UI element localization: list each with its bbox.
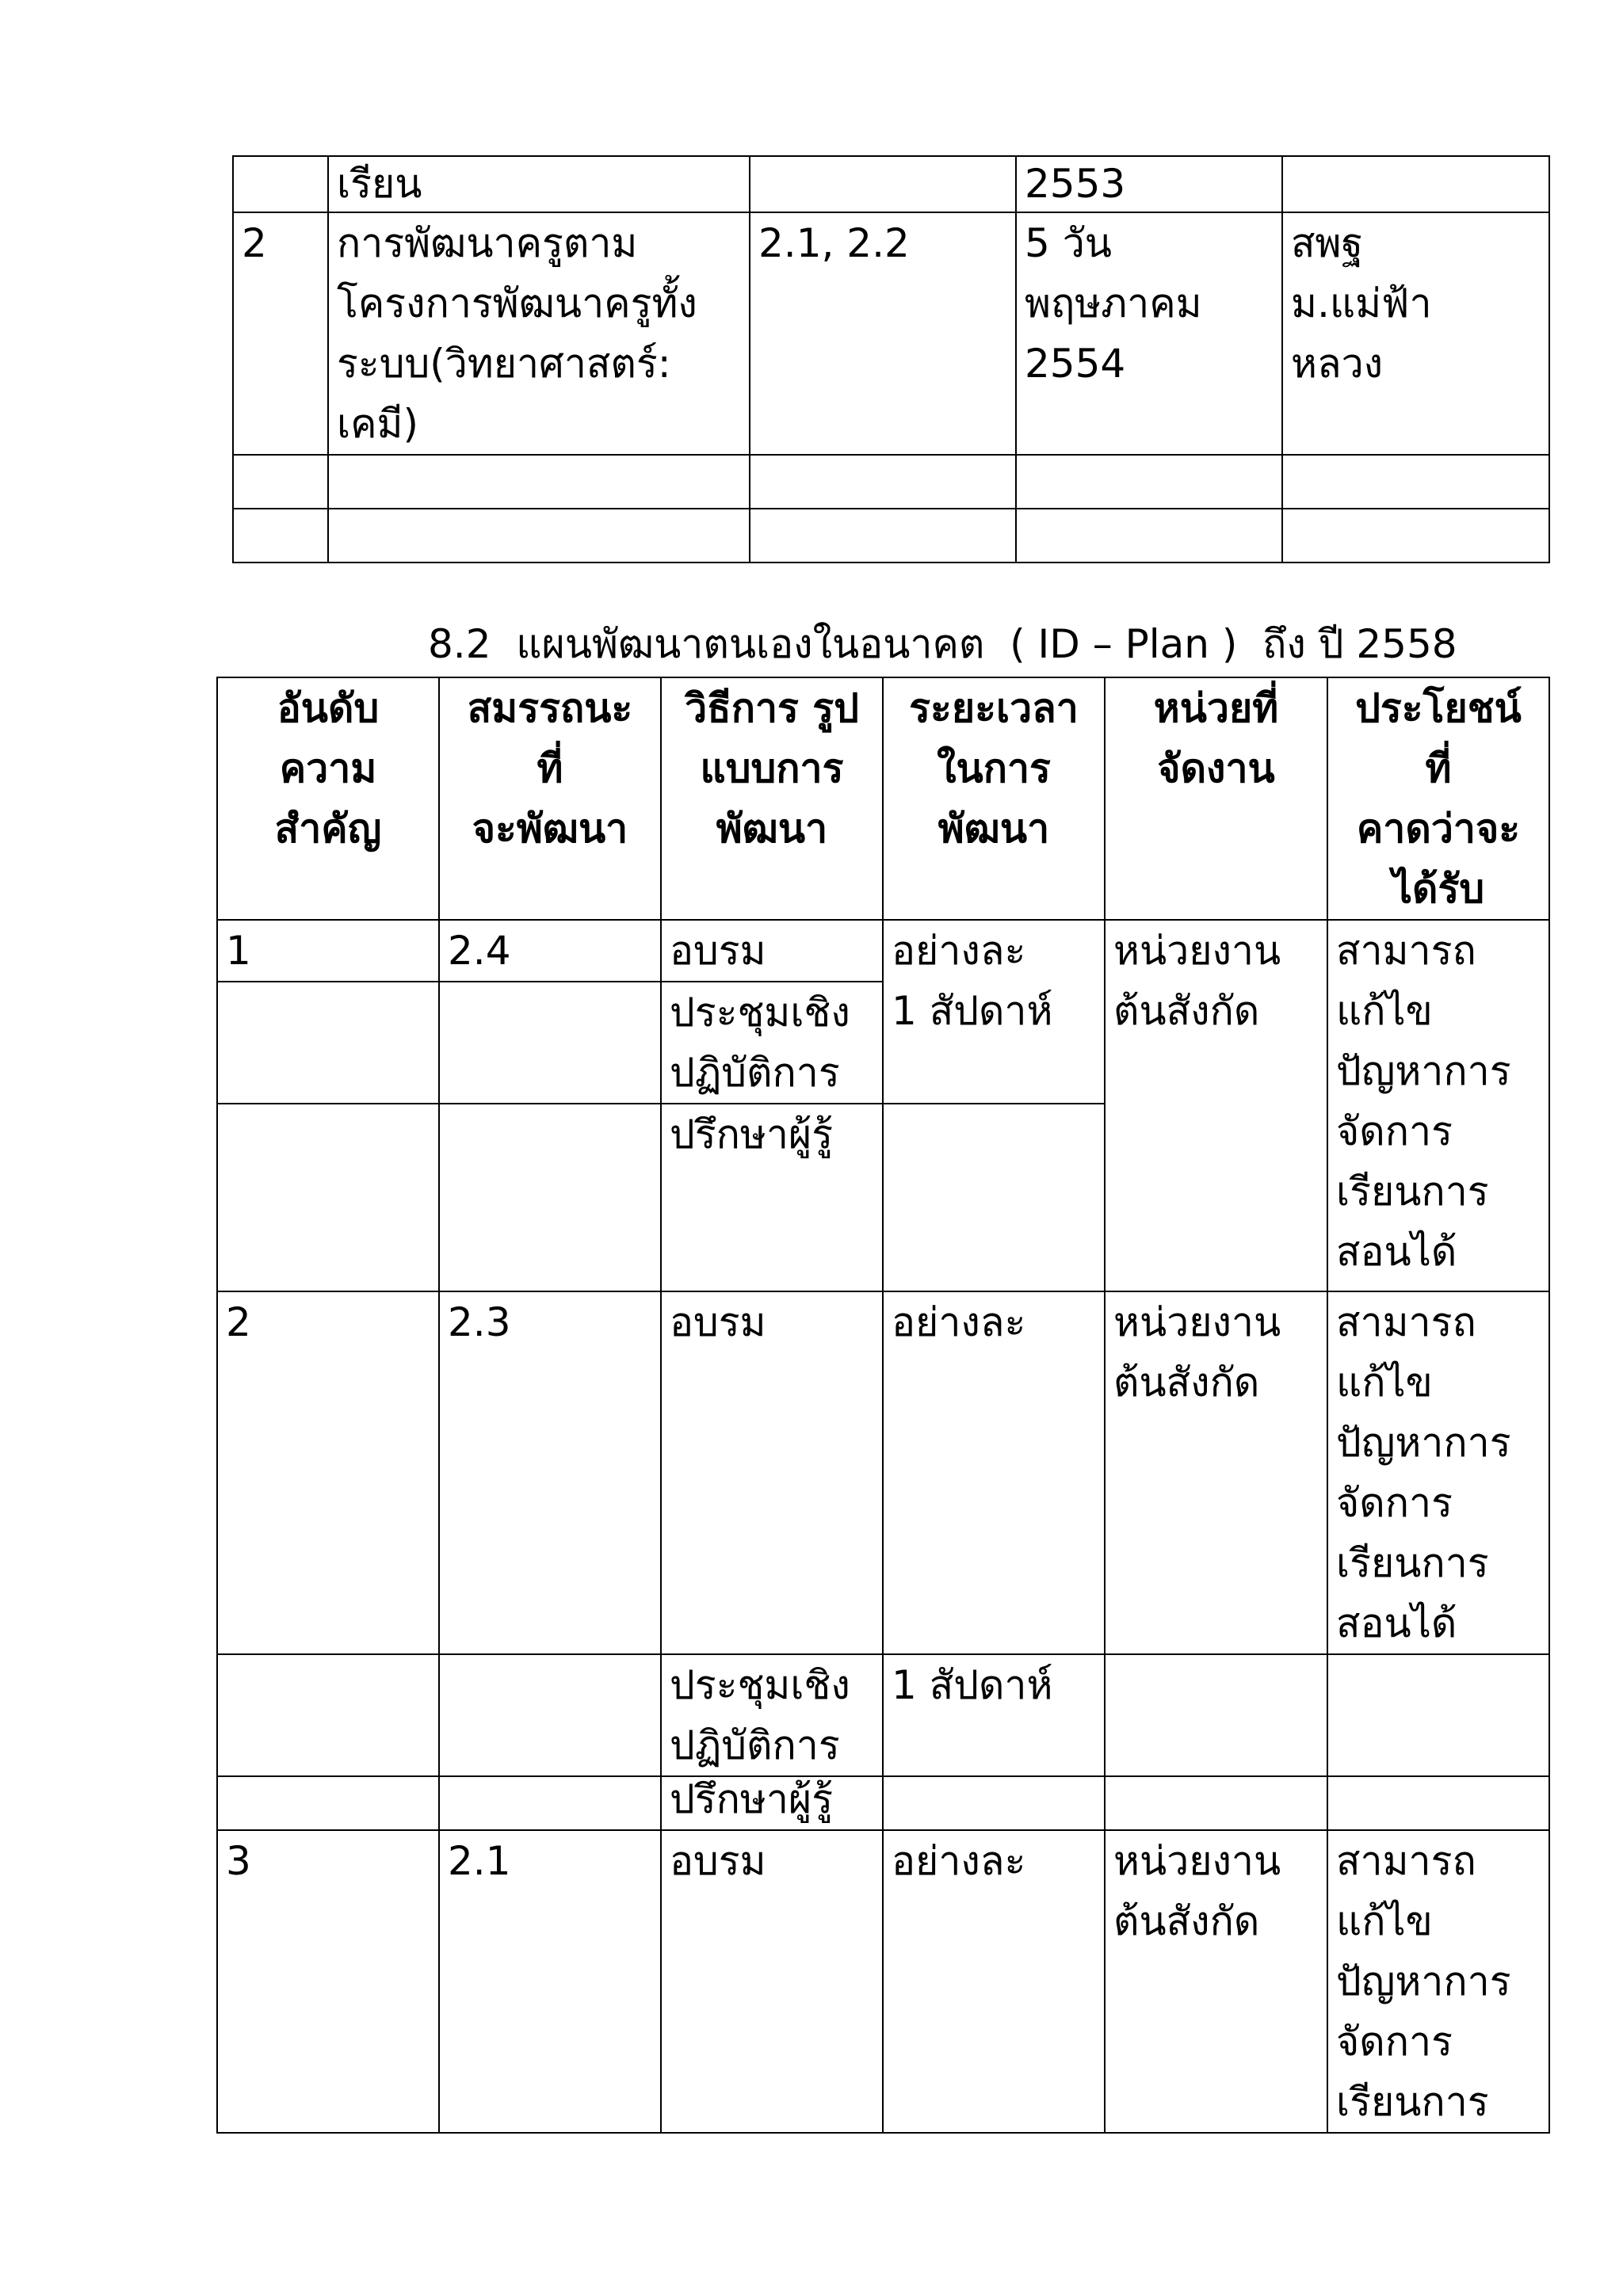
table-row	[217, 1830, 1549, 2133]
table-cell	[439, 1654, 661, 1776]
column-header: อันดับ ความ สำคัญ	[217, 677, 439, 920]
table-cell	[1016, 509, 1282, 563]
duration-cell: อย่างละ	[883, 1830, 1105, 2133]
duration-cell: 1 สัปดาห์	[883, 1654, 1105, 1776]
table-cell	[883, 1104, 1105, 1291]
table-cell	[1282, 509, 1549, 563]
method-cell: ประชุมเชิง ปฏิบัติการ	[661, 982, 883, 1104]
benefit-cell: สามารถ แก้ไข ปัญหาการ จัดการ เรียนการ สอนได้	[1327, 920, 1549, 1291]
column-header: สมรรถนะ ที่ จะพัฒนา	[439, 677, 661, 920]
unit-cell: หน่วยงาน ต้นสังกัด	[1105, 920, 1327, 1291]
table-row	[217, 1654, 1549, 1776]
benefit-cell: สามารถ แก้ไข ปัญหาการ จัดการ เรียนการ	[1327, 1830, 1549, 2133]
table-row	[233, 455, 1549, 509]
table-cell	[328, 455, 750, 509]
competency-cell: 2.3	[439, 1291, 661, 1654]
table-row	[217, 1291, 1549, 1654]
column-header: วิธีการ รูป แบบการ พัฒนา	[661, 677, 883, 920]
method-cell: ปรึกษาผู้รู้	[661, 1776, 883, 1830]
table-cell: การพัฒนาครูตาม โครงการพัฒนาครูทั้ง ระบบ(วิทยาศาสตร์: เคมี)	[328, 212, 750, 455]
table-cell	[233, 455, 328, 509]
table-cell	[217, 1776, 439, 1830]
table-cell	[439, 1776, 661, 1830]
rank-cell: 3	[217, 1830, 439, 2133]
rank-cell: 1	[217, 920, 439, 982]
method-cell: อบรม	[661, 1291, 883, 1654]
competency-cell: 2.4	[439, 920, 661, 982]
column-header: หน่วยที่ จัดงาน	[1105, 677, 1327, 920]
table-row	[233, 156, 1549, 212]
table-cell	[233, 156, 328, 212]
benefit-cell: สามารถ แก้ไข ปัญหาการ จัดการ เรียนการ สอนได้	[1327, 1291, 1549, 1654]
table-row	[217, 1776, 1549, 1830]
id-plan-table	[216, 677, 1550, 2134]
table-cell	[217, 1654, 439, 1776]
competency-cell: 2.1	[439, 1830, 661, 2133]
table-cell: เรียน	[328, 156, 750, 212]
table-cell	[1327, 1776, 1549, 1830]
duration-cell: อย่างละ 1 สัปดาห์	[883, 920, 1105, 1104]
table-cell: 2.1, 2.2	[750, 212, 1016, 455]
rank-cell: 2	[217, 1291, 439, 1654]
header-row	[217, 677, 1549, 920]
table-cell	[439, 1104, 661, 1291]
table-cell	[217, 982, 439, 1104]
table-cell	[233, 509, 328, 563]
table-cell	[1105, 1654, 1327, 1776]
unit-cell: หน่วยงาน ต้นสังกัด	[1105, 1830, 1327, 2133]
method-cell: ปรึกษาผู้รู้	[661, 1104, 883, 1291]
unit-cell: หน่วยงาน ต้นสังกัด	[1105, 1291, 1327, 1654]
column-header: ระยะเวลา ในการ พัฒนา	[883, 677, 1105, 920]
table-cell: 5 วัน พฤษภาคม 2554	[1016, 212, 1282, 455]
table-row	[217, 920, 1549, 982]
method-cell: อบรม	[661, 920, 883, 982]
table-cell: สพฐ ม.แม่ฟ้า หลวง	[1282, 212, 1549, 455]
training-history-table	[232, 155, 1550, 563]
table-cell	[750, 455, 1016, 509]
table-cell	[883, 1776, 1105, 1830]
table-cell: 2	[233, 212, 328, 455]
table-cell	[750, 509, 1016, 563]
table-cell	[328, 509, 750, 563]
table-row	[233, 509, 1549, 563]
table-cell: 2553	[1016, 156, 1282, 212]
section-heading: 8.2 แผนพัฒนาตนเองในอนาคต ( ID – Plan ) ถึง ปี 2558	[428, 621, 1457, 667]
table-cell	[439, 982, 661, 1104]
table-cell	[1105, 1776, 1327, 1830]
column-header: ประโยชน์ ที่ คาดว่าจะ ได้รับ	[1327, 677, 1549, 920]
method-cell: ประชุมเชิง ปฏิบัติการ	[661, 1654, 883, 1776]
table-row	[233, 212, 1549, 455]
table-cell	[217, 1104, 439, 1291]
table-cell	[750, 156, 1016, 212]
duration-cell: อย่างละ	[883, 1291, 1105, 1654]
table-cell	[1282, 156, 1549, 212]
method-cell: อบรม	[661, 1830, 883, 2133]
table-cell	[1016, 455, 1282, 509]
table-cell	[1282, 455, 1549, 509]
table-cell	[1327, 1654, 1549, 1776]
